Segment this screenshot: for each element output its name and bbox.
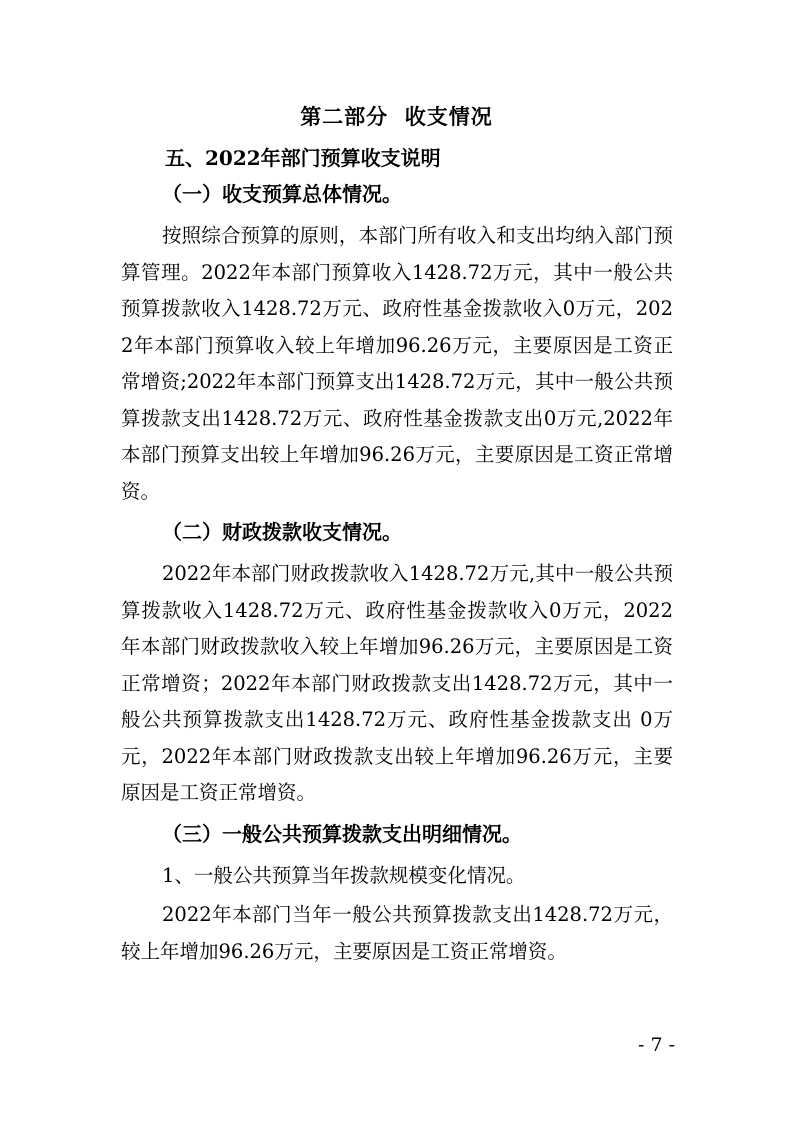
part-title: 第二部分 收支情况 [300, 104, 493, 129]
paragraph-general-budget-item: 1、一般公共预算当年拨款规模变化情况。 [162, 863, 526, 887]
subsection-heading-fiscal: （二）财政拨款收支情况。 [162, 520, 402, 544]
paragraph-overall: 按照综合预算的原则，本部门所有收入和支出均纳入部门预算管理。2022年本部门预算收入1428.72万元，其中一般公共预算拨款收入1428.72万元、政府性基金拨款收入0万元，2022年本部门预算收入较上年增加96.26万元，主要原因是工资正常增资;2022年本部门预算支出1428.72万元，其中一般公共预算拨款支出1428.72万元、政府性基金拨款支出0万元,2022年本部门预算支出较上年增加96.26万元，主要原因是工资正常增资。 [121, 224, 673, 503]
paragraph-fiscal: 2022年本部门财政拨款收入1428.72万元,其中一般公共预算拨款收入1428.72万元、政府性基金拨款收入0万元，2022年本部门财政拨款收入较上年增加96.26万元，主要原因是工资正常增资；2022年本部门财政拨款支出1428.72万元，其中一般公共预算拨款支出1428.72万元、政府性基金拨款支出 0万元，2022年本部门财政拨款支出较上年增加96.26万元，主要原因是工资正常增资。 [121, 562, 673, 804]
page-number: - 7 - [637, 1034, 675, 1056]
document-body [121, 145, 673, 979]
paragraph-general-budget-detail: 2022年本部门当年一般公共预算拨款支出1428.72万元，较上年增加96.26万元，主要原因是工资正常增资。 [121, 903, 673, 963]
subsection-heading-general-budget: （三）一般公共预算拨款支出明细情况。 [162, 821, 522, 846]
subsection-heading-overall: （一）收支预算总体情况。 [162, 182, 402, 206]
section-heading: 五、2022年部门预算收支说明 [165, 146, 441, 170]
